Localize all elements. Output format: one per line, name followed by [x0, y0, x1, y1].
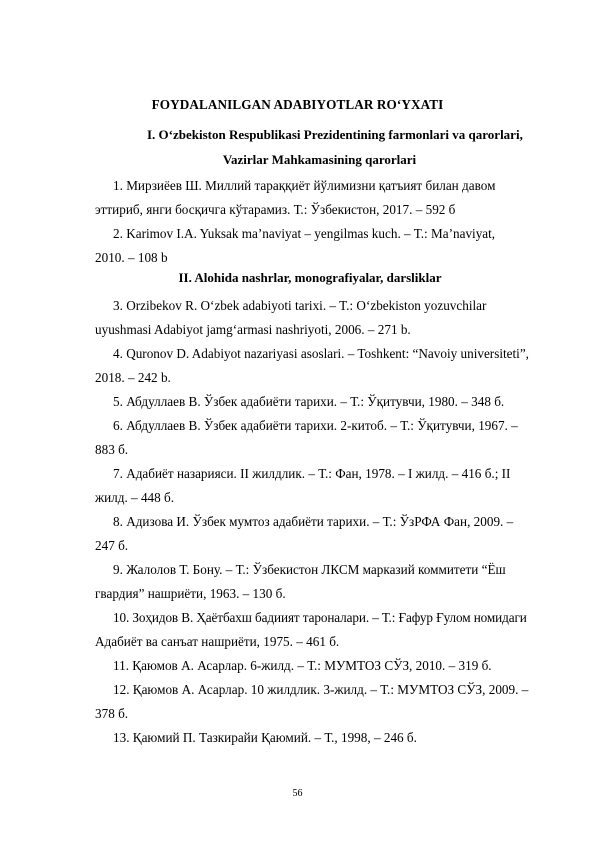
reference-item: 3. Orzibekov R. O‘zbek adabiyoti tarixi. – T.: O‘zbekiston yozuvchilar uyushmasi Adabiyot jamg‘armasi nashriyoti, 2006. – 271 b. [95, 298, 487, 337]
reference-item: 2. Karimov I.A. Yuksak ma’naviyat – yengilmas kuch. – T.: Ma’naviyat, 2010. – 108 b [95, 226, 496, 265]
reference-item: 12. Қаюмов А. Асарлар. 10 жилдлик. 3-жилд. – Т.: МУМТОЗ СЎЗ, 2009. – 378 б. [95, 682, 529, 721]
page-title: FOYDALANILGAN ADABIYOTLAR RO‘YXATI [151, 97, 444, 112]
reference-item: 9. Жалолов Т. Бону. – Т.: Ўзбекистон ЛКСМ марказий коммитети “Ёш гвардия” нашриёти, 1963. – 130 б. [95, 562, 506, 601]
reference-item: 4. Quronov D. Adabiyot nazariyasi asoslari. – Toshkent: “Navoiy universiteti”, 2018. – 242 b. [95, 346, 529, 385]
section-1-heading: I. O‘zbekiston Respublikasi Prezidentining farmonlari va qarorlari, [147, 127, 523, 142]
reference-item: 5. Абдуллаев В. Ўзбек адабиёти тарихи. – Т.: Ўқитувчи, 1980. – 348 б. [113, 394, 505, 409]
reference-item: 13. Қаюмий П. Тазкирайи Қаюмий. – Т., 1998, – 246 б. [113, 730, 417, 745]
reference-item: 7. Адабиёт назарияси. II жилдлик. – Т.: Фан, 1978. – I жилд. – 416 б.; II жилд. – 448 б. [95, 466, 511, 505]
reference-item: 11. Қаюмов А. Асарлар. 6-жилд. – Т.: МУМТОЗ СЎЗ, 2010. – 319 б. [113, 658, 492, 673]
section-1-heading-cont: Vazirlar Mahkamasining qarorlari [222, 152, 417, 167]
reference-item: 1. Мирзиёев Ш. Миллий тараққиёт йўлимизни қатъият билан давом эттириб, янги босқичга кўтарамиз. Т.: Ўзбекистон, 2017. – 592 б [95, 178, 496, 217]
reference-item: 10. Зоҳидов В. Ҳаётбахш бадиият тароналари. – Т.: Ғафур Ғулом номидаги Адабиёт ва санъат нашриёти, 1975. – 461 б. [95, 610, 527, 649]
reference-item: 8. Адизова И. Ўзбек мумтоз адабиёти тарихи. – Т.: ЎзРФА Фан, 2009. – 247 б. [95, 514, 514, 553]
reference-item: 6. Абдуллаев В. Ўзбек адабиёти тарихи. 2-китоб. – Т.: Ўқитувчи, 1967. – 883 б. [95, 418, 518, 457]
page-number: 56 [292, 788, 303, 799]
section-2-heading: II. Alohida nashrlar, monografiyalar, darsliklar [178, 270, 442, 285]
